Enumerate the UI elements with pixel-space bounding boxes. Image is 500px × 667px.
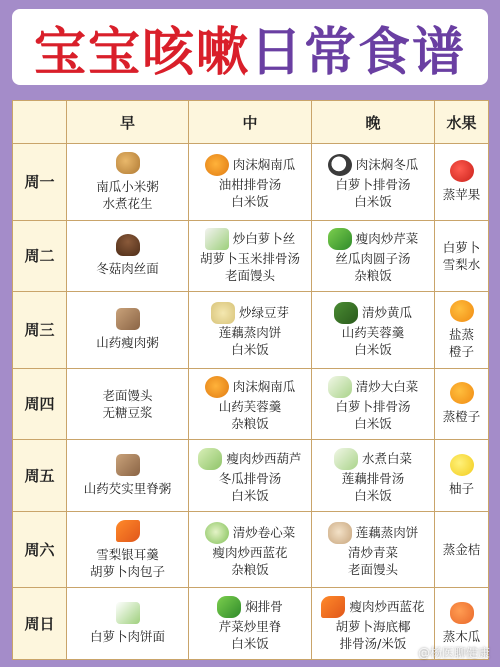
dish-name: 瘦肉炒西葫芦	[226, 451, 302, 467]
lunch-cell	[189, 511, 312, 588]
dish-name: 胡萝卜海底椰	[335, 618, 411, 634]
lunch-cell	[189, 368, 312, 440]
fruit-cell	[435, 440, 489, 512]
fruit-name: 盐蒸	[448, 326, 474, 342]
dish-name: 冬瓜排骨汤	[218, 470, 282, 486]
dish-name: 芹菜炒里脊	[218, 618, 282, 634]
day-row	[13, 292, 489, 369]
dish-name: 山药芙蓉羹	[341, 324, 405, 340]
fruit-name: 蒸苹果	[442, 187, 481, 203]
cucumber-icon	[334, 302, 358, 324]
dish-name: 白米饭	[354, 415, 392, 431]
dish-name: 清炒卷心菜	[232, 525, 296, 541]
celery-icon	[217, 596, 241, 618]
dish-name: 肉沫焖南瓜	[232, 379, 296, 395]
celery-icon	[328, 228, 352, 250]
breakfast-cell	[67, 588, 189, 660]
day-row	[13, 368, 489, 440]
yam-icon	[116, 308, 140, 330]
dinner-cell	[312, 292, 435, 369]
napa-cabbage-icon	[334, 448, 358, 470]
pumpkin-icon	[205, 154, 229, 176]
dish-name: 肉沫焖南瓜	[232, 157, 296, 173]
watermark: @杨医聊健康	[417, 646, 490, 660]
cabbage-icon	[205, 522, 229, 544]
dish-name: 清炒大白菜	[355, 379, 419, 395]
wintermelon-icon	[328, 154, 352, 176]
dish-name: 老面馒头	[224, 267, 275, 283]
day-label: 周四	[13, 368, 67, 440]
dish-name: 胡萝卜玉米排骨汤	[199, 250, 300, 266]
dish-name: 老面馒头	[347, 561, 398, 577]
carrot-icon	[116, 520, 140, 542]
orange-icon	[450, 382, 474, 404]
dish-name: 丝瓜肉圆子汤	[335, 250, 411, 266]
title-banner	[12, 9, 488, 85]
fruit-name: 雪梨水	[442, 256, 481, 272]
fruit-cell	[435, 292, 489, 369]
fruit-cell	[435, 144, 489, 221]
orange-icon	[450, 300, 474, 322]
yam-icon	[116, 454, 140, 476]
dish-name: 莲藕蒸肉饼	[218, 324, 282, 340]
day-row	[13, 220, 489, 292]
dish-name: 瘦肉炒西蓝花	[212, 544, 288, 560]
header-row	[13, 101, 489, 144]
lunch-cell	[189, 220, 312, 292]
radish-icon	[116, 602, 140, 624]
fruit-cell	[435, 368, 489, 440]
papaya-icon	[450, 602, 474, 624]
dish-name: 白米饭	[231, 193, 269, 209]
bean-sprout-icon	[211, 302, 235, 324]
fruit-cell	[435, 220, 489, 292]
dish-name: 瘦肉炒西蓝花	[349, 599, 425, 615]
day-row	[13, 440, 489, 512]
dish-name: 杂粮饭	[231, 561, 269, 577]
lemon-icon	[450, 454, 474, 476]
dish-name: 瘦肉炒芹菜	[355, 231, 419, 247]
dish-name: 白米饭	[231, 635, 269, 651]
dish-name: 南瓜小米粥	[96, 178, 159, 194]
lunch-cell	[189, 588, 312, 660]
pumpkin-icon	[205, 376, 229, 398]
napa-cabbage-icon	[328, 376, 352, 398]
lunch-cell	[189, 440, 312, 512]
day-label: 周日	[13, 588, 67, 660]
gourd-icon	[198, 448, 222, 470]
fruit-name: 蒸金桔	[442, 542, 481, 558]
header-dinner: 晚	[312, 101, 435, 144]
fruit-name: 橙子	[448, 343, 474, 359]
dish-name: 清炒黄瓜	[361, 305, 412, 321]
dinner-cell	[312, 588, 435, 660]
day-row	[13, 144, 489, 221]
header-fruit: 水果	[435, 101, 489, 144]
dish-name: 莲藕排骨汤	[341, 470, 405, 486]
dish-name: 杂粮饭	[354, 267, 392, 283]
day-label: 周一	[13, 144, 67, 221]
meal-plan-table	[12, 100, 489, 660]
carrot-icon	[321, 596, 345, 618]
dish-name: 杂粮饭	[231, 415, 269, 431]
header-blank	[13, 101, 67, 144]
header-lunch: 中	[189, 101, 312, 144]
dish-name: 雪梨银耳羹	[96, 546, 159, 562]
dish-name: 清炒青菜	[347, 544, 398, 560]
dish-name: 老面馒头	[102, 387, 153, 403]
dish-name: 白米饭	[354, 341, 392, 357]
title-part-2: 日常食谱	[250, 22, 467, 83]
breakfast-cell	[67, 220, 189, 292]
apple-icon	[450, 160, 474, 182]
dish-name: 胡萝卜肉包子	[89, 563, 165, 579]
dish-name: 油柑排骨汤	[218, 176, 282, 192]
peanut-icon	[116, 152, 140, 174]
day-row	[13, 511, 489, 588]
fruit-name: 蒸木瓜	[442, 629, 481, 645]
dish-name: 白萝卜排骨汤	[335, 398, 411, 414]
breakfast-cell	[67, 292, 189, 369]
dinner-cell	[312, 220, 435, 292]
breakfast-cell	[67, 368, 189, 440]
dish-name: 炒白萝卜丝	[232, 231, 296, 247]
lotus-root-icon	[328, 522, 352, 544]
dinner-cell	[312, 368, 435, 440]
day-label: 周六	[13, 511, 67, 588]
fruit-name: 蒸橙子	[442, 409, 481, 425]
dish-name: 无糖豆浆	[102, 404, 153, 420]
dish-name: 焖排骨	[245, 599, 283, 615]
fruit-name: 白萝卜	[442, 239, 481, 255]
lunch-cell	[189, 144, 312, 221]
dish-name: 炒绿豆芽	[238, 305, 289, 321]
fruit-name: 柚子	[448, 481, 474, 497]
dish-name: 排骨汤/米饭	[339, 635, 407, 651]
breakfast-cell	[67, 511, 189, 588]
dish-name: 白米饭	[354, 487, 392, 503]
dinner-cell	[312, 440, 435, 512]
dish-name: 水煮白菜	[361, 451, 412, 467]
breakfast-cell	[67, 144, 189, 221]
mushroom-icon	[116, 234, 140, 256]
dish-name: 冬菇肉丝面	[96, 261, 159, 277]
dinner-cell	[312, 511, 435, 588]
dish-name: 莲藕蒸肉饼	[355, 525, 419, 541]
day-label: 周五	[13, 440, 67, 512]
dish-name: 山药芙蓉羹	[218, 398, 282, 414]
title-part-1: 宝宝咳嗽	[33, 22, 250, 83]
dish-name: 白米饭	[354, 193, 392, 209]
dish-name: 白萝卜排骨汤	[335, 176, 411, 192]
dish-name: 水煮花生	[102, 195, 153, 211]
day-label: 周三	[13, 292, 67, 369]
fruit-cell	[435, 511, 489, 588]
breakfast-cell	[67, 440, 189, 512]
dinner-cell	[312, 144, 435, 221]
header-breakfast: 早	[67, 101, 189, 144]
lunch-cell	[189, 292, 312, 369]
dish-name: 白米饭	[231, 487, 269, 503]
day-label: 周二	[13, 220, 67, 292]
dish-name: 白萝卜肉饼面	[89, 629, 165, 645]
dish-name: 山药芡实里脊粥	[83, 481, 172, 497]
leek-icon	[205, 228, 229, 250]
dish-name: 山药瘦肉粥	[96, 335, 159, 351]
dish-name: 白米饭	[231, 341, 269, 357]
dish-name: 肉沫焖冬瓜	[355, 157, 419, 173]
